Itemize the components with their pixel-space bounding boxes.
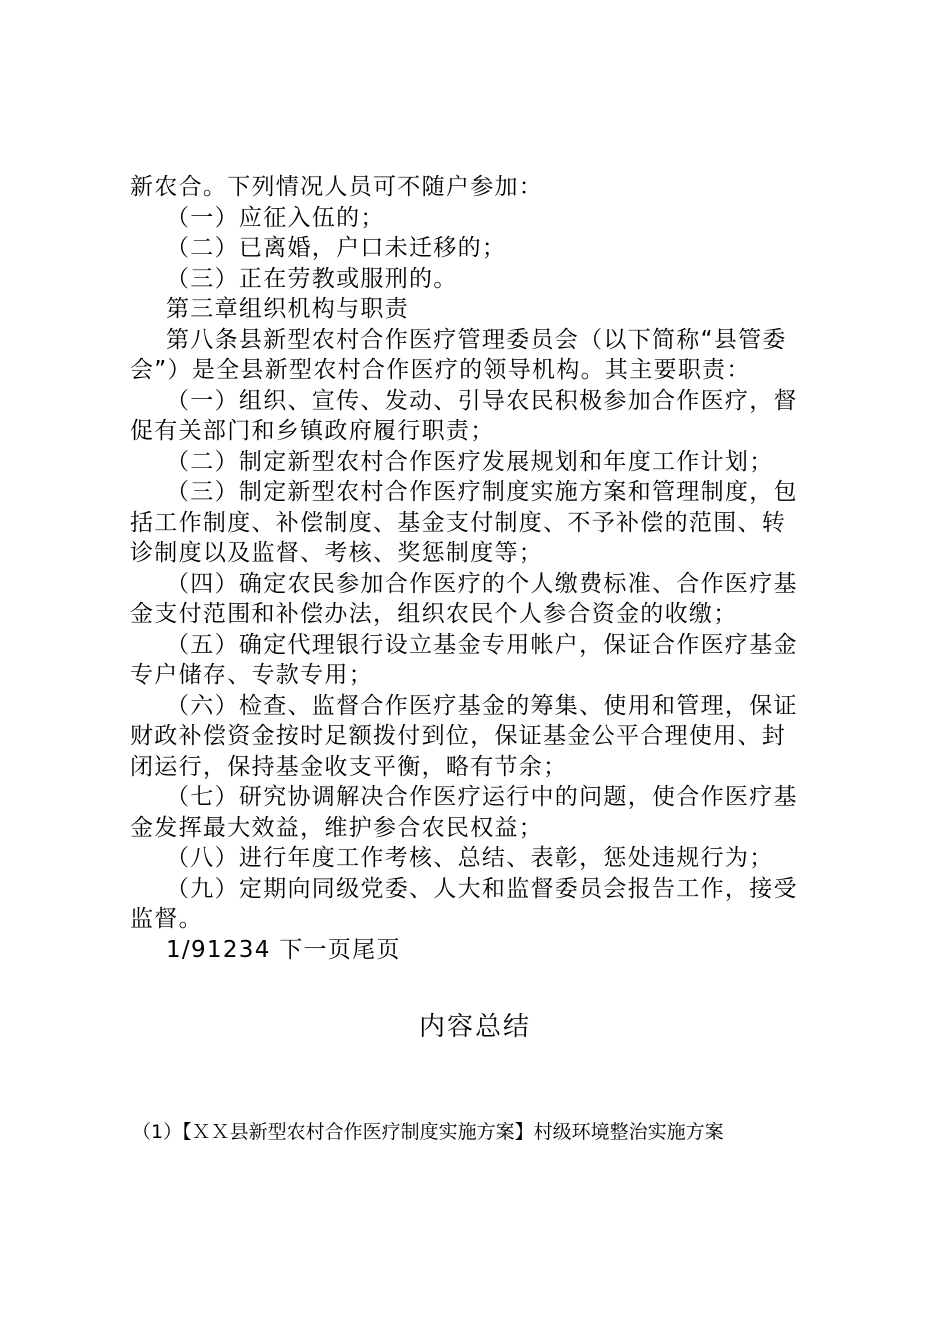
body-line: （四）确定农民参加合作医疗的个人缴费标准、合作医疗基 (166, 570, 798, 597)
chapter-heading: 第三章组织机构与职责 (166, 296, 409, 322)
body-line: 诊制度以及监督、考核、奖惩制度等； (130, 540, 544, 566)
body-line: （二）制定新型农村合作医疗发展规划和年度工作计划； (166, 448, 774, 475)
summary-title: 内容总结 (418, 1012, 531, 1042)
body-line: （五）确定代理银行设立基金专用帐户，保证合作医疗基金 (166, 631, 798, 658)
page-navigation: 1/91234 下一页尾页 (166, 936, 401, 963)
body-line: 新农合。下列情况人员可不随户参加： (130, 174, 544, 200)
body-line: （七）研究协调解决合作医疗运行中的问题，使合作医疗基 (166, 784, 798, 810)
body-line: 财政补偿资金按时足额拨付到位，保证基金公平合理使用、封 (130, 723, 787, 749)
body-line: 闭运行，保持基金收支平衡，略有节余； (130, 753, 568, 780)
body-line: 促有关部门和乡镇政府履行职责； (130, 418, 495, 444)
body-line: （八）进行年度工作考核、总结、表彰，惩处违规行为； (166, 845, 774, 871)
summary-item: （1）【ＸＸ县新型农村合作医疗制度实施方案】村级环境整治实施方案 (132, 1121, 724, 1143)
body-line: 金发挥最大效益，维护参合农民权益； (130, 814, 544, 841)
body-line: 金支付范围和补偿办法，组织农民个人参合资金的收缴； (130, 601, 738, 627)
body-line: （一）组织、宣传、发动、引导农民积极参加合作医疗，督 (166, 387, 798, 414)
body-line: 第八条县新型农村合作医疗管理委员会（以下简称“县管委 (166, 326, 787, 353)
body-line: （九）定期向同级党委、人大和监督委员会报告工作，接受 (166, 875, 798, 902)
body-line: 括工作制度、补偿制度、基金支付制度、不予补偿的范围、转 (130, 509, 787, 536)
body-line: （一）应征入伍的； (166, 204, 385, 231)
body-line: （三）正在劳教或服刑的。 (166, 265, 458, 292)
body-line: （二）已离婚，户口未迁移的； (166, 235, 507, 261)
body-line: （六）检查、监督合作医疗基金的筹集、使用和管理，保证 (166, 692, 798, 719)
body-line: 专户储存、专款专用； (130, 662, 373, 688)
body-line: （三）制定新型农村合作医疗制度实施方案和管理制度，包 (166, 479, 798, 505)
body-line: 监督。 (130, 906, 203, 932)
document-body (130, 172, 830, 965)
body-line: 会”）是全县新型农村合作医疗的领导机构。其主要职责： (130, 357, 751, 383)
